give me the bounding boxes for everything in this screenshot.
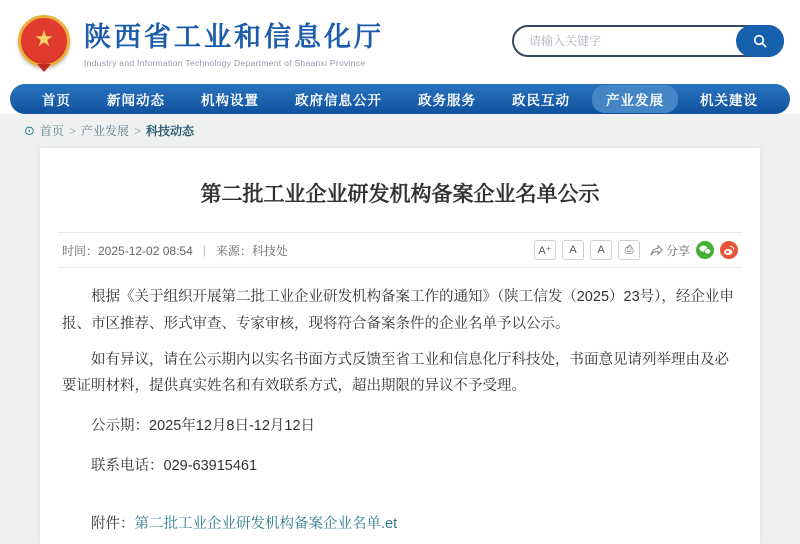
attachment-line <box>62 512 734 533</box>
contact-phone-line: 联系电话：029-63915461 <box>91 458 258 475</box>
article-source: 来源：科技处 <box>215 243 288 258</box>
emblem-star-icon: ★ <box>34 25 54 51</box>
article-body <box>58 268 742 533</box>
location-icon: ⊙ <box>24 122 35 138</box>
meta-divider: | <box>202 243 206 257</box>
main-nav <box>10 84 790 114</box>
site-subtitle: Industry and Information Technology Department of Shaanxi Province <box>84 57 366 68</box>
breadcrumb-separator: > <box>133 123 141 138</box>
attachment-label: 附件： <box>91 515 135 532</box>
print-button[interactable] <box>618 240 640 260</box>
attachment-link[interactable]: 第二批工业企业研发机构备案企业名单.et <box>134 515 398 532</box>
nav-item-org[interactable]: 机构设置 <box>201 93 259 108</box>
article-card <box>40 148 760 544</box>
font-normal-button[interactable]: A <box>562 240 584 260</box>
nav-item-interaction[interactable]: 政民互动 <box>512 93 570 108</box>
weibo-glyph <box>723 245 735 256</box>
nav-item-gov-info[interactable]: 政府信息公开 <box>295 93 382 108</box>
article-meta-bar <box>58 232 742 268</box>
article-paragraph: 如有异议，请在公示期内以实名书面方式反馈至省工业和信息化厅科技处，书面意见请列举理由及必要证明材料，提供真实姓名和有效联系方式，超出期限的异议不予受理。 <box>62 351 729 395</box>
breadcrumb-current: 科技动态 <box>145 124 194 138</box>
article-time: 时间：2025-12-02 08:54 <box>62 243 193 258</box>
publicity-period-line: 公示期：2025年12月8日-12月12日 <box>91 418 316 435</box>
share-label: 分享 <box>665 243 690 258</box>
nav-item-agency[interactable]: 机关建设 <box>700 93 758 108</box>
nav-item-services[interactable]: 政务服务 <box>418 93 476 108</box>
wechat-share-icon[interactable] <box>696 241 714 259</box>
breadcrumb <box>24 122 800 139</box>
share-icon <box>650 244 663 256</box>
nav-item-home[interactable]: 首页 <box>42 93 71 108</box>
share-button[interactable] <box>650 242 690 259</box>
nav-item-news[interactable]: 新闻动态 <box>107 93 165 108</box>
breadcrumb-home[interactable]: 首页 <box>39 124 64 138</box>
wechat-bubbles-glyph <box>699 245 711 255</box>
print-icon: ⎙ <box>624 243 634 256</box>
article-title: 第二批工业企业研发机构备案企业名单公示 <box>200 183 600 206</box>
content-zone <box>0 114 800 544</box>
breadcrumb-separator: > <box>68 123 76 138</box>
site-brand <box>84 15 384 68</box>
article-paragraph: 根据《关于组织开展第二批工业企业研发机构备案工作的通知》（陕工信发（2025）23号），经企业申报、市区推荐、形式审查、专家审核，现将符合备案条件的企业名单予以公示。 <box>62 289 734 332</box>
font-increase-button[interactable]: A⁺ <box>534 240 556 260</box>
article-toolbar <box>534 240 738 260</box>
search-box <box>512 25 784 57</box>
search-button[interactable] <box>736 25 784 57</box>
breadcrumb-industry-development[interactable]: 产业发展 <box>80 124 129 138</box>
site-title: 陕西省工业和信息化厅 <box>84 21 384 52</box>
nav-item-industry-development[interactable]: 产业发展 <box>592 85 678 113</box>
search-icon <box>752 33 768 49</box>
site-header <box>0 0 800 82</box>
font-decrease-button[interactable]: A <box>590 240 612 260</box>
national-emblem-logo <box>18 15 70 67</box>
weibo-share-icon[interactable] <box>720 241 738 259</box>
